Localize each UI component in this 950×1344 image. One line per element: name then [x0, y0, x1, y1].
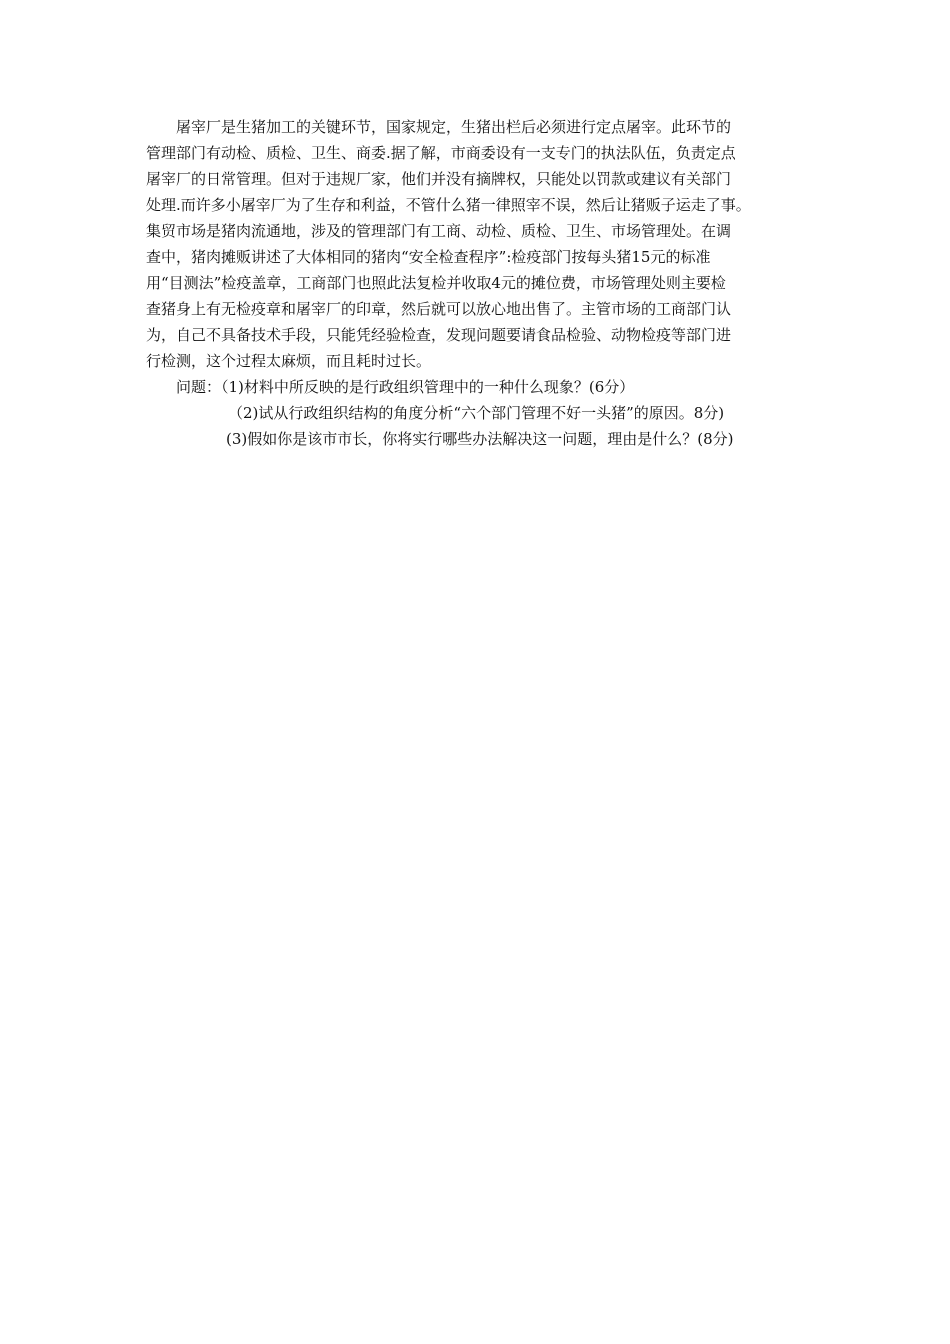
paragraph-line: 屠宰厂是生猪加工的关键环节，国家规定，生猪出栏后必须进行定点屠宰。此环节的	[176, 118, 732, 136]
paragraph-line: 用“目测法”检疫盖章，工商部门也照此法复检并收取4元的摊位费，市场管理处则主要检	[146, 274, 726, 292]
paragraph-line: 查猪身上有无检疫章和屠宰厂的印章，然后就可以放心地出售了。主管市场的工商部门认	[146, 300, 732, 318]
paragraph-line: 查中，猪肉摊贩讲述了大体相同的猪肉“安全检查程序”:检疫部门按每头猪15元的标准	[146, 248, 711, 266]
paragraph-line: 为，自己不具备技术手段，只能凭经验检查，发现问题要请食品检验、动物检疫等部门进	[146, 326, 732, 344]
document-body	[146, 114, 810, 452]
paragraph-line: 处理.而许多小屠宰厂为了生存和利益，不管什么猪一律照宰不误，然后让猪贩子运走了事。	[146, 196, 751, 214]
question-3: (3)假如你是该市市长，你将实行哪些办法解决这一问题，理由是什么？(8分)	[226, 430, 734, 448]
question-2: （2)试从行政组织结构的角度分析“六个部门管理不好一头猪”的原因。8分)	[228, 404, 725, 422]
case-paragraph	[146, 114, 810, 374]
paragraph-line: 集贸市场是猪肉流通地，涉及的管理部门有工商、动检、质检、卫生、市场管理处。在调	[146, 222, 732, 240]
question-1: 问题：（1)材料中所反映的是行政组织管理中的一种什么现象？(6分）	[176, 378, 635, 396]
paragraph-line: 管理部门有动检、质检、卫生、商委.据了解，市商委设有一支专门的执法队伍，负责定点	[146, 144, 736, 162]
questions-block	[146, 374, 810, 452]
paragraph-line: 屠宰厂的日常管理。但对于违规厂家，他们并没有摘牌权，只能处以罚款或建议有关部门	[146, 170, 732, 188]
paragraph-line: 行检测，这个过程太麻烦，而且耗时过长。	[146, 352, 432, 370]
